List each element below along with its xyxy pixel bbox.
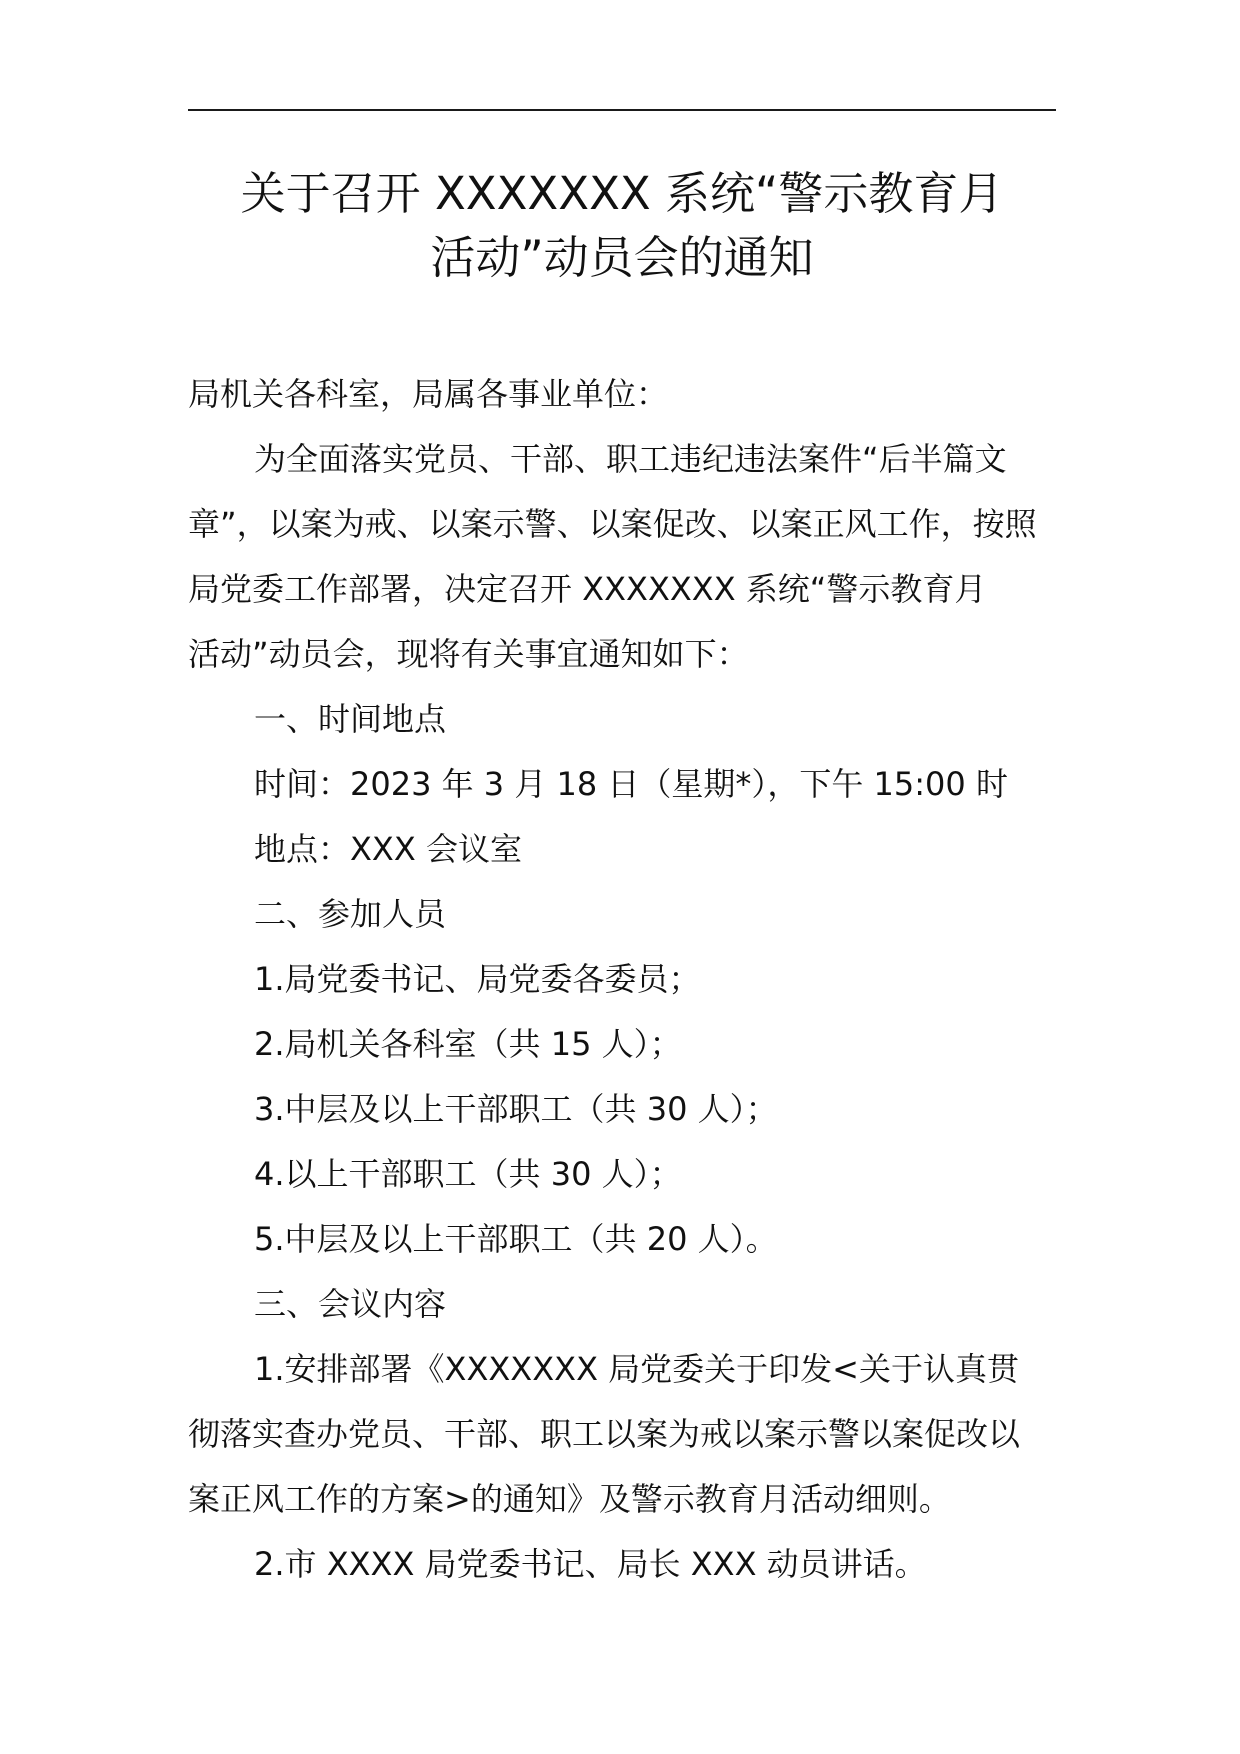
agenda-line: 1.安排部署《XXXXXXX 局党委关于印发<关于认真贯 — [254, 1350, 1019, 1388]
document-body — [188, 362, 1056, 1597]
header-rule — [188, 109, 1056, 111]
section-heading-agenda: 三、会议内容 — [254, 1285, 447, 1323]
intro-paragraph — [188, 427, 1056, 687]
attendee-item: 2.局机关各科室（共 15 人）； — [254, 1025, 682, 1063]
agenda-item-2: 2.市 XXXX 局党委书记、局长 XXX 动员讲话。 — [254, 1545, 927, 1583]
title-line-1: 关于召开 XXXXXXX 系统“警示教育月 — [240, 167, 1004, 220]
agenda-line: 案正风工作的方案>的通知》及警示教育月活动细则。 — [188, 1480, 951, 1518]
attendee-item: 4.以上干部职工（共 30 人）； — [254, 1155, 682, 1193]
meeting-time: 时间：2023 年 3 月 18 日（星期*），下午 15:00 时 — [254, 765, 1008, 803]
title-line-2: 活动”动员会的通知 — [430, 231, 814, 284]
salutation: 局机关各科室，局属各事业单位： — [188, 375, 669, 413]
attendee-item: 1.局党委书记、局党委各委员； — [254, 960, 701, 998]
meeting-place: 地点：XXX 会议室 — [254, 830, 522, 868]
document-title — [188, 162, 1056, 290]
agenda-line: 彻落实查办党员、干部、职工以案为戒以案示警以案促改以 — [188, 1415, 1021, 1453]
attendee-item: 3.中层及以上干部职工（共 30 人）； — [254, 1090, 778, 1128]
agenda-item-1 — [188, 1337, 1056, 1532]
intro-line: 局党委工作部署，决定召开 XXXXXXX 系统“警示教育月 — [188, 570, 987, 608]
intro-line: 为全面落实党员、干部、职工违纪违法案件“后半篇文 — [254, 440, 1007, 478]
attendee-item: 5.中层及以上干部职工（共 20 人）。 — [254, 1220, 778, 1258]
intro-line: 章”，以案为戒、以案示警、以案促改、以案正风工作，按照 — [188, 505, 1037, 543]
section-heading-time-place: 一、时间地点 — [254, 700, 447, 738]
intro-line: 活动”动员会，现将有关事宜通知如下： — [188, 635, 749, 673]
section-heading-attendees: 二、参加人员 — [254, 895, 447, 933]
